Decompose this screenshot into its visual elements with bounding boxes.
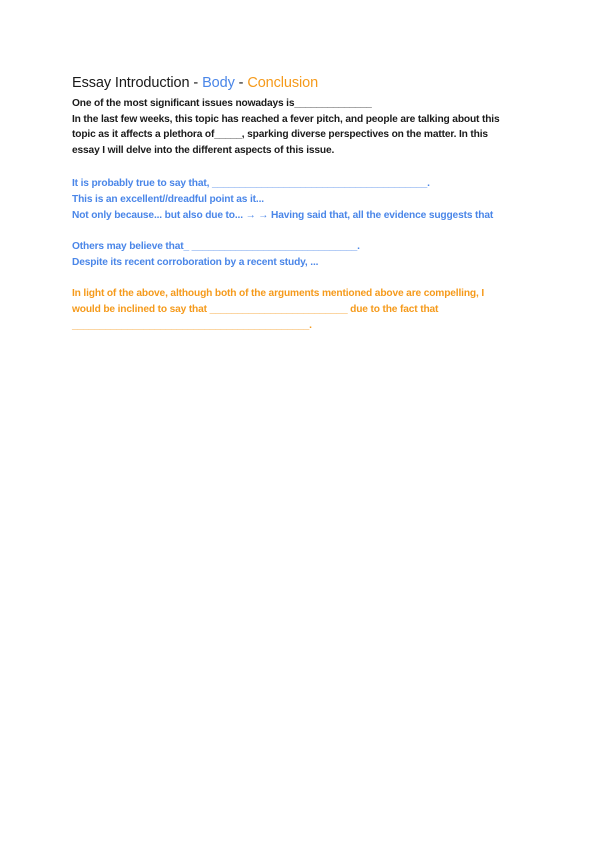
intro-line-2: In the last few weeks, this topic has reached a fever pitch, and people are talking about this xyxy=(72,113,500,125)
title-separator: - xyxy=(234,75,248,91)
body1-line-1: It is probably true to say that, _______________________________________. xyxy=(72,178,430,190)
intro-line-4: essay I will delve into the different aspects of this issue. xyxy=(72,144,335,156)
title-introduction: Essay Introduction - xyxy=(72,75,203,91)
spacer xyxy=(72,270,542,286)
conclusion-line-3: ___________________________________________. xyxy=(72,319,312,331)
intro-line-3: topic as it affects a plethora of_____, sparking diverse perspectives on the matter. In this xyxy=(72,129,488,141)
spacer xyxy=(72,158,542,176)
spacer xyxy=(72,223,542,239)
essay-title xyxy=(72,74,542,92)
conclusion-paragraph xyxy=(72,286,542,333)
document-content xyxy=(72,74,542,333)
body2-line-1: Others may believe that_ ______________________________. xyxy=(72,241,360,253)
title-conclusion: Conclusion xyxy=(247,75,319,91)
body1-line-3: Not only because... but also due to... → → Having said that, all the evidence suggests that xyxy=(72,209,494,221)
body2-line-2: Despite its recent corroboration by a recent study, ... xyxy=(72,256,319,268)
body-paragraph-2 xyxy=(72,239,542,270)
conclusion-line-1: In light of the above, although both of the arguments mentioned above are compelling, I xyxy=(72,288,485,300)
body-paragraph-1 xyxy=(72,176,542,223)
intro-line-1: One of the most significant issues nowadays is______________ xyxy=(72,98,372,109)
title-body: Body xyxy=(202,75,235,91)
conclusion-line-2: would be inclined to say that _________________________ due to the fact that xyxy=(72,303,439,315)
body1-line-2: This is an excellent//dreadful point as it... xyxy=(72,193,264,205)
introduction-paragraph xyxy=(72,96,542,158)
